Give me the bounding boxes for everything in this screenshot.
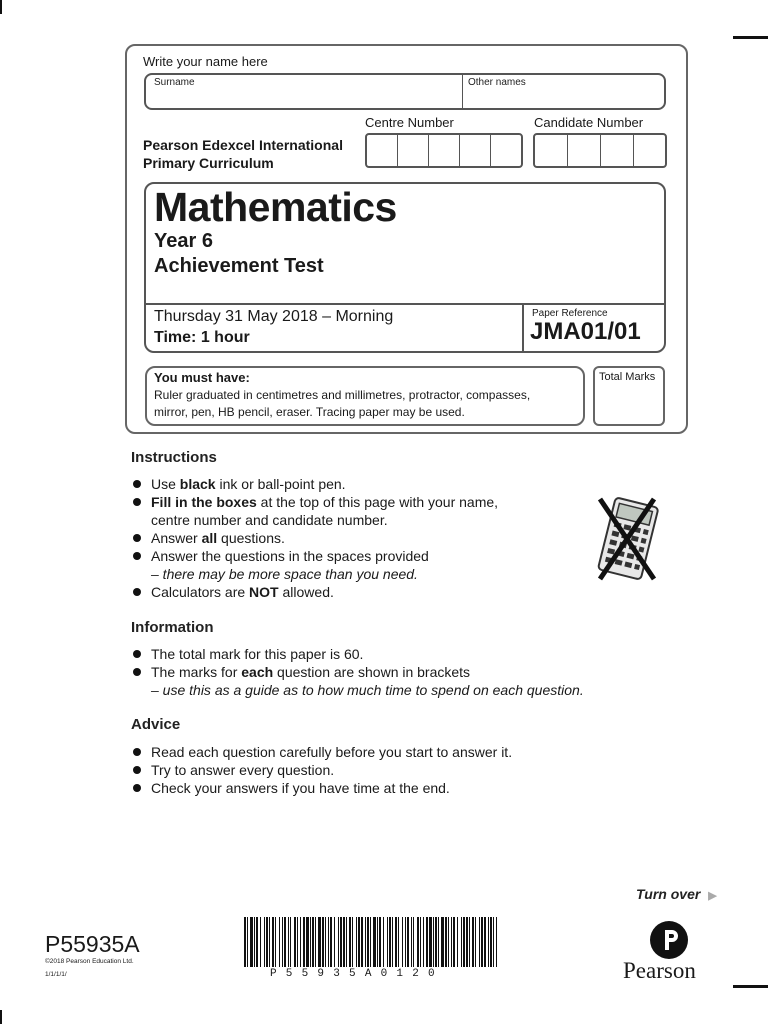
barcode-bar [383, 917, 384, 967]
barcode-bar [466, 917, 468, 967]
barcode-bar [398, 917, 399, 967]
barcode-bar [461, 917, 462, 967]
barcode-bar [254, 917, 255, 967]
barcode-bar [328, 917, 329, 967]
exam-time: Time: 1 hour [154, 329, 250, 346]
org-line-1: Pearson Edexcel International [143, 137, 343, 153]
copyright: ©2018 Pearson Education Ltd. [45, 958, 134, 965]
barcode-bar [288, 917, 289, 967]
turn-over [636, 886, 717, 902]
org-name [143, 136, 343, 172]
barcode-bar [282, 917, 283, 967]
barcode-bar [279, 917, 280, 967]
barcode-bar [322, 917, 324, 967]
barcode-bar [379, 917, 381, 967]
instruction-item: Answer the questions in the spaces provided – there may be more space than you need. [131, 547, 571, 583]
corner-mark-top-right [733, 36, 768, 39]
barcode-bar [433, 917, 434, 967]
barcode-bar [387, 917, 388, 967]
barcode-bar [290, 917, 291, 967]
barcode-bar [496, 917, 497, 967]
barcode-bar [490, 917, 492, 967]
exam-date: Thursday 31 May 2018 – Morning [154, 308, 394, 325]
instruction-item: Use black ink or ball-point pen. [131, 475, 571, 493]
centre-digit-box[interactable] [367, 135, 398, 166]
instruction-item: Answer all questions. [131, 529, 571, 547]
pearson-logo-icon [650, 921, 688, 959]
centre-digit-box[interactable] [491, 135, 521, 166]
turn-over-label: Turn over [636, 886, 701, 902]
candidate-number-label: Candidate Number [534, 115, 644, 130]
barcode-bar [481, 917, 483, 967]
total-marks-box[interactable] [593, 366, 665, 426]
org-line-2: Primary Curriculum [143, 155, 274, 171]
barcode-bar [389, 917, 391, 967]
total-marks-label: Total Marks [599, 371, 656, 383]
instruction-item: Calculators are NOT allowed. [131, 583, 571, 601]
barcode-bar [469, 917, 470, 967]
barcode-bar [343, 917, 345, 967]
must-have-heading: You must have: [154, 370, 250, 385]
barcode-bar [310, 917, 311, 967]
barcode-bar [325, 917, 326, 967]
candidate-digit-box[interactable] [601, 135, 634, 166]
name-fields [144, 73, 666, 110]
pearson-brand: Pearson [623, 958, 696, 983]
barcode-bar [392, 917, 393, 967]
barcode-bar [488, 917, 489, 967]
barcode-bar [300, 917, 301, 967]
subject-box [144, 182, 666, 353]
you-must-have-box [145, 366, 585, 426]
other-names-field[interactable]: Other names [468, 77, 526, 88]
candidate-digit-box[interactable] [634, 135, 665, 166]
barcode-bar [250, 917, 253, 967]
barcode-bar [315, 917, 316, 967]
barcode-bar [367, 917, 369, 967]
barcode-bar [493, 917, 494, 967]
barcode-bar [361, 917, 363, 967]
barcode-bar [284, 917, 286, 967]
barcode-bar [330, 917, 332, 967]
barcode-bar [260, 917, 261, 967]
information-item: The marks for each question are shown in brackets – use this as a guide as to how much time to spend on each question. [131, 663, 631, 699]
barcode-text: P 5 5 9 3 5 A 0 1 2 0 [270, 968, 436, 980]
barcode-bar [438, 917, 439, 967]
barcode-bar [247, 917, 248, 967]
barcode-bar [420, 917, 421, 967]
centre-number-boxes[interactable] [365, 133, 523, 168]
barcode-bar [264, 917, 265, 967]
barcode-bar [441, 917, 444, 967]
barcode-bar [448, 917, 449, 967]
advice-item: Try to answer every question. [131, 761, 631, 779]
barcode-bar [303, 917, 305, 967]
barcode-bar [340, 917, 342, 967]
corner-mark-bottom-right [733, 985, 768, 988]
barcode-bar [413, 917, 414, 967]
paper-code: P55935A [45, 931, 140, 957]
centre-digit-box[interactable] [398, 135, 429, 166]
write-name-label: Write your name here [143, 54, 268, 69]
barcode-bar [306, 917, 309, 967]
paper-reference: JMA01/01 [530, 318, 641, 345]
barcode-bar [435, 917, 437, 967]
corner-mark-top-left [0, 0, 2, 14]
barcode-bar [352, 917, 353, 967]
barcode-bar [429, 917, 432, 967]
candidate-number-boxes[interactable] [533, 133, 667, 168]
barcode-bar [266, 917, 268, 967]
subject-test: Achievement Test [154, 255, 324, 277]
barcode-bar [411, 917, 412, 967]
version-code: 1/1/1/1/ [45, 971, 67, 978]
candidate-digit-box[interactable] [568, 135, 601, 166]
subject-divider [146, 303, 664, 305]
crossed-out-calculator-icon [592, 495, 660, 583]
paper-ref-divider [522, 303, 524, 351]
barcode-bar [426, 917, 428, 967]
centre-number-label: Centre Number [365, 115, 454, 130]
barcode-bar [356, 917, 357, 967]
barcode-bar [395, 917, 397, 967]
corner-mark-bottom-left [0, 1010, 2, 1024]
barcode-bar [463, 917, 465, 967]
barcode-bar [275, 917, 276, 967]
barcode-bar [417, 917, 419, 967]
barcode-bar [472, 917, 474, 967]
subject-year: Year 6 [154, 230, 213, 252]
candidate-digit-box[interactable] [535, 135, 568, 166]
barcode-bar [475, 917, 476, 967]
barcode-bar [377, 917, 378, 967]
instructions-list [131, 475, 571, 601]
barcode-bar [346, 917, 347, 967]
barcode-bar [312, 917, 314, 967]
barcode-bar [244, 917, 246, 967]
barcode-bar [370, 917, 371, 967]
centre-digit-box[interactable] [429, 135, 460, 166]
must-have-line-1: Ruler graduated in centimetres and millimetres, protractor, compasses, [154, 388, 531, 402]
barcode-bar [479, 917, 480, 967]
barcode-bar [349, 917, 351, 967]
instructions-heading: Instructions [131, 449, 217, 466]
barcode-bar [373, 917, 376, 967]
barcode-bar [318, 917, 321, 967]
surname-field[interactable]: Surname [154, 77, 195, 88]
barcode-bar [294, 917, 296, 967]
barcode-bar [445, 917, 447, 967]
instruction-item: Fill in the boxes at the top of this page with your name, centre number and candidate number. [131, 493, 571, 529]
must-have-line-2: mirror, pen, HB pencil, eraser. Tracing paper may be used. [154, 405, 465, 419]
advice-heading: Advice [131, 716, 181, 733]
barcode-bar [297, 917, 298, 967]
name-divider [462, 75, 463, 108]
triangle-right-icon: ▶ [708, 890, 717, 902]
barcode-bar [365, 917, 366, 967]
advice-item: Check your answers if you have time at the end. [131, 779, 631, 797]
advice-list [131, 743, 631, 797]
centre-digit-box[interactable] [460, 135, 491, 166]
barcode-bar [338, 917, 339, 967]
information-heading: Information [131, 619, 214, 636]
barcode-bar [405, 917, 406, 967]
barcode-bar [334, 917, 335, 967]
barcode-bar [451, 917, 452, 967]
barcode-bar [269, 917, 270, 967]
barcode-bar [407, 917, 409, 967]
paper-reference-label: Paper Reference [532, 308, 608, 319]
barcode-bar [423, 917, 424, 967]
barcode-bar [358, 917, 360, 967]
information-list [131, 645, 631, 699]
information-item: The total mark for this paper is 60. [131, 645, 631, 663]
subject-title: Mathematics [154, 184, 397, 230]
barcode-bar [453, 917, 455, 967]
barcode-bar [457, 917, 458, 967]
barcode-bar [256, 917, 258, 967]
advice-item: Read each question carefully before you start to answer it. [131, 743, 631, 761]
barcode-bar [402, 917, 403, 967]
barcode [244, 917, 497, 967]
barcode-bar [484, 917, 486, 967]
barcode-bar [272, 917, 274, 967]
